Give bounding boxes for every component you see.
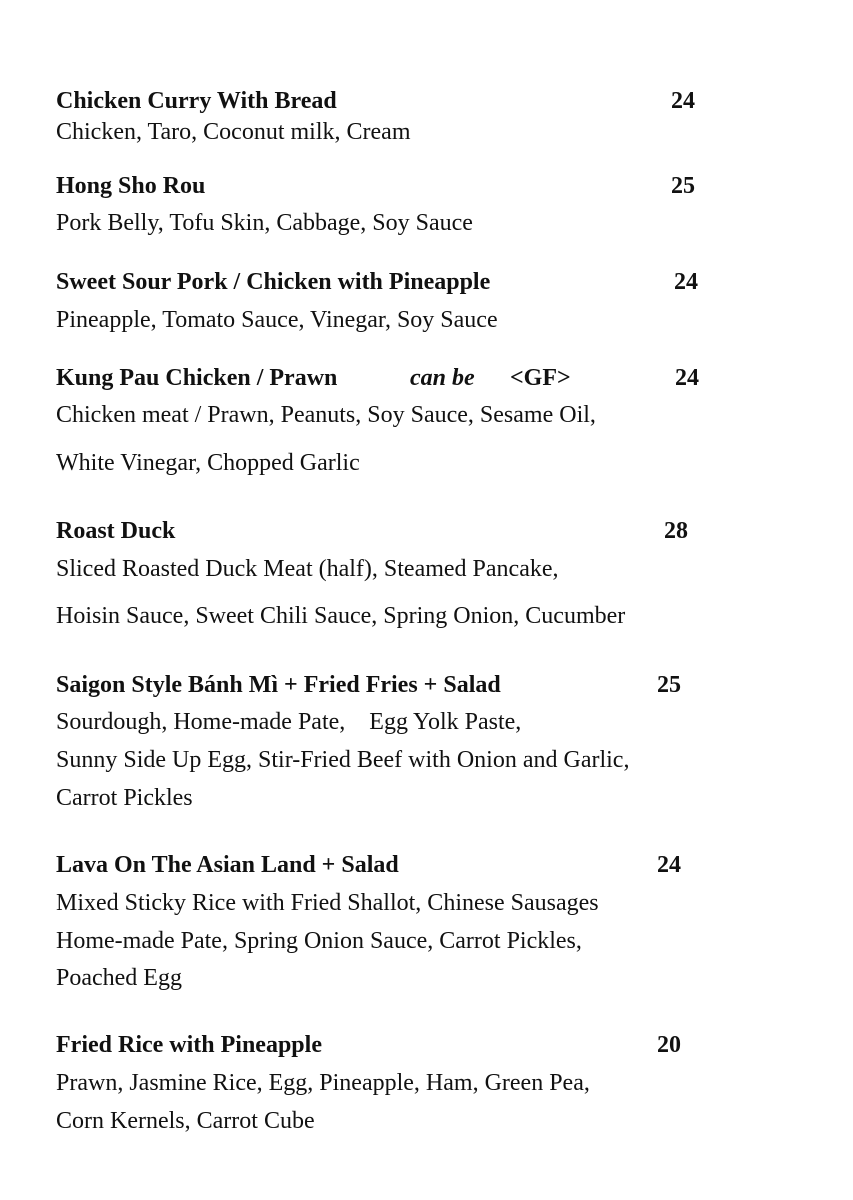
dish-description-line: White Vinegar, Chopped Garlic <box>56 450 360 476</box>
menu-item <box>56 1030 756 1134</box>
dish-name: Saigon Style Bánh Mì + Fried Fries + Salad <box>56 672 501 698</box>
menu-item <box>56 850 756 991</box>
dish-price: 24 <box>671 88 695 114</box>
dish-name: Lava On The Asian Land + Salad <box>56 852 399 878</box>
dish-name: Hong Sho Rou <box>56 173 206 199</box>
dish-name: Kung Pau Chicken / Prawn <box>56 365 338 391</box>
dish-note: can be <box>410 365 475 391</box>
dish-price: 24 <box>674 269 698 295</box>
menu-item <box>56 86 756 145</box>
dish-name: Roast Duck <box>56 518 176 544</box>
menu-item <box>56 171 756 236</box>
menu-item <box>56 670 756 811</box>
dish-price: 28 <box>664 518 688 544</box>
dish-price: 25 <box>657 672 681 698</box>
dish-price: 24 <box>657 852 681 878</box>
menu-item-header <box>56 1030 756 1060</box>
menu-item-header <box>56 171 756 201</box>
dish-description-line: Home-made Pate, Spring Onion Sauce, Carrot Pickles, <box>56 928 582 954</box>
dish-description-line: Carrot Pickles <box>56 785 193 811</box>
dish-description-line: Prawn, Jasmine Rice, Egg, Pineapple, Ham, Green Pea, <box>56 1070 590 1096</box>
dish-description-line: Sliced Roasted Duck Meat (half), Steamed Pancake, <box>56 556 559 582</box>
menu-item-header <box>56 86 756 116</box>
menu-item-header <box>56 850 756 880</box>
dish-description-line: Mixed Sticky Rice with Fried Shallot, Chinese Sausages <box>56 890 599 916</box>
dish-description-line: Poached Egg <box>56 965 182 991</box>
dish-description-line: Chicken, Taro, Coconut milk, Cream <box>56 119 411 145</box>
dish-price: 20 <box>657 1032 681 1058</box>
dish-description-line: Hoisin Sauce, Sweet Chili Sauce, Spring Onion, Cucumber <box>56 603 626 629</box>
dish-description-line: Sunny Side Up Egg, Stir-Fried Beef with Onion and Garlic, <box>56 747 630 773</box>
dish-description-line: Corn Kernels, Carrot Cube <box>56 1108 315 1134</box>
dish-description-line: Pork Belly, Tofu Skin, Cabbage, Soy Sauce <box>56 210 473 236</box>
gluten-free-tag: <GF> <box>510 365 571 391</box>
dish-description-line: Sourdough, Home-made Pate, Egg Yolk Paste, <box>56 709 522 735</box>
menu-item-header <box>56 516 756 546</box>
dish-price: 25 <box>671 173 695 199</box>
menu-item-header <box>56 670 756 700</box>
dish-description-line: Chicken meat / Prawn, Peanuts, Soy Sauce, Sesame Oil, <box>56 402 596 428</box>
menu-item <box>56 516 756 629</box>
dish-description-line: Pineapple, Tomato Sauce, Vinegar, Soy Sauce <box>56 307 498 333</box>
menu-item <box>56 363 756 476</box>
dish-price: 24 <box>675 365 699 391</box>
dish-name: Chicken Curry With Bread <box>56 88 337 114</box>
dish-name: Sweet Sour Pork / Chicken with Pineapple <box>56 269 491 295</box>
menu-item <box>56 267 756 333</box>
menu-item-header <box>56 267 756 297</box>
dish-name: Fried Rice with Pineapple <box>56 1032 322 1058</box>
menu-item-header <box>56 363 756 393</box>
